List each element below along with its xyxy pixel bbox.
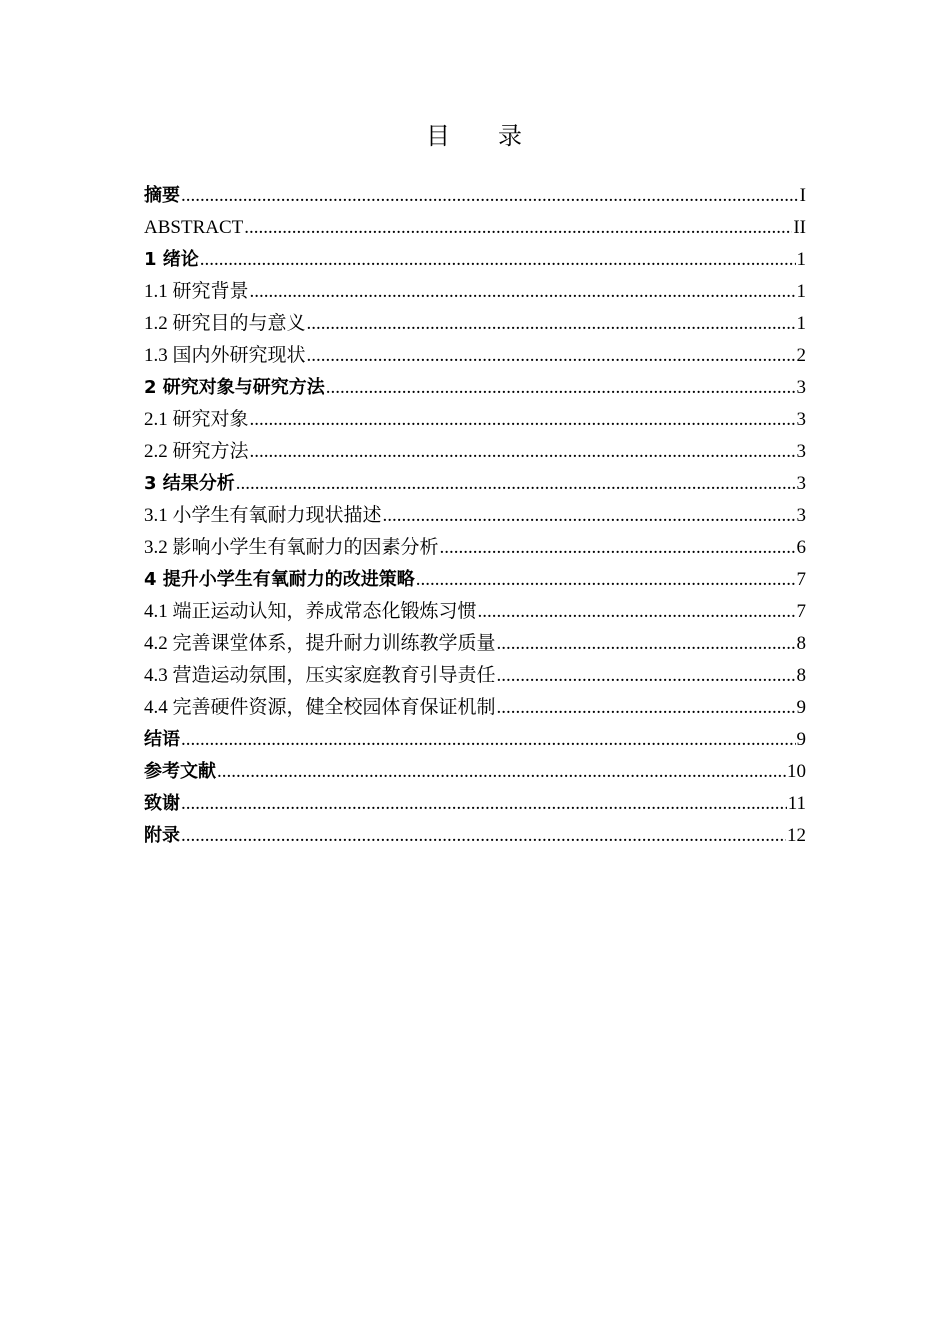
- toc-entry[interactable]: [144, 692, 806, 724]
- toc-entry-label: 4.3 营造运动氛围，压实家庭教育引导责任: [144, 665, 496, 686]
- toc-entry-page-number: 3: [796, 441, 806, 462]
- toc-entry-leader: [497, 628, 796, 660]
- toc-entry[interactable]: [144, 340, 806, 372]
- toc-entry-page-number: 9: [796, 697, 806, 718]
- toc-entry-leader: [383, 500, 796, 532]
- toc-entry[interactable]: [144, 788, 806, 820]
- toc-entry-label: 摘要: [144, 185, 180, 206]
- toc-entry-page-number: 7: [796, 569, 806, 590]
- toc-entry-leader: [236, 468, 796, 500]
- toc-entry-page-number: 2: [796, 345, 806, 366]
- toc-entry[interactable]: [144, 180, 806, 212]
- toc-entry[interactable]: [144, 212, 806, 244]
- toc-entry-page-number: 1: [796, 281, 806, 302]
- toc-entry[interactable]: [144, 276, 806, 308]
- toc-entry-label: 3.2 影响小学生有氧耐力的因素分析: [144, 537, 439, 558]
- toc-entry[interactable]: [144, 532, 806, 564]
- toc-entry[interactable]: [144, 820, 806, 852]
- toc-entry-label: 致谢: [144, 793, 180, 814]
- toc-entry-leader: [250, 404, 796, 436]
- toc-entry-page-number: 1: [796, 313, 806, 334]
- toc-entry-label: 2.2 研究方法: [144, 441, 249, 462]
- toc-entry[interactable]: [144, 244, 806, 276]
- toc-entry-label: ABSTRACT: [144, 217, 244, 238]
- toc-entry-page-number: 6: [796, 537, 806, 558]
- toc-entry-leader: [307, 340, 796, 372]
- toc-list: [144, 180, 806, 852]
- toc-entry-page-number: 7: [796, 601, 806, 622]
- toc-entry-label: 结语: [144, 729, 180, 750]
- toc-entry-leader: [200, 244, 796, 276]
- toc-entry-label: 2.1 研究对象: [144, 409, 249, 430]
- toc-entry-leader: [181, 820, 786, 852]
- toc-entry-leader: [478, 596, 796, 628]
- toc-entry[interactable]: [144, 660, 806, 692]
- toc-entry[interactable]: [144, 724, 806, 756]
- toc-entry-leader: [217, 756, 786, 788]
- toc-entry[interactable]: [144, 404, 806, 436]
- toc-entry-label: 2 研究对象与研究方法: [144, 377, 325, 398]
- toc-entry-label: 4.2 完善课堂体系，提升耐力训练教学质量: [144, 633, 496, 654]
- toc-entry[interactable]: [144, 468, 806, 500]
- toc-entry-leader: [307, 308, 796, 340]
- toc-entry[interactable]: [144, 308, 806, 340]
- toc-entry-page-number: 8: [796, 633, 806, 654]
- toc-entry-page-number: 12: [787, 825, 806, 846]
- toc-entry-page-number: 3: [796, 377, 806, 398]
- toc-entry-leader: [440, 532, 796, 564]
- toc-entry-page-number: II: [793, 217, 806, 238]
- toc-title: [0, 116, 950, 151]
- toc-entry-page-number: 9: [796, 729, 806, 750]
- toc-entry-label: 1.3 国内外研究现状: [144, 345, 306, 366]
- toc-entry-leader: [250, 436, 796, 468]
- toc-title-right: 录: [498, 122, 524, 150]
- toc-entry[interactable]: [144, 436, 806, 468]
- toc-entry-leader: [181, 180, 799, 212]
- toc-entry-leader: [326, 372, 796, 404]
- toc-entry-label: 4.4 完善硬件资源，健全校园体育保证机制: [144, 697, 496, 718]
- toc-entry-label: 4 提升小学生有氧耐力的改进策略: [144, 569, 415, 590]
- toc-entry-page-number: 3: [796, 473, 806, 494]
- toc-entry-label: 3 结果分析: [144, 473, 235, 494]
- toc-entry-label: 附录: [144, 825, 180, 846]
- toc-entry[interactable]: [144, 628, 806, 660]
- toc-entry[interactable]: [144, 372, 806, 404]
- toc-entry[interactable]: [144, 564, 806, 596]
- toc-entry-leader: [416, 564, 796, 596]
- toc-entry-page-number: 3: [796, 505, 806, 526]
- toc-entry-label: 1.2 研究目的与意义: [144, 313, 306, 334]
- toc-entry-leader: [181, 788, 787, 820]
- toc-entry-page-number: 1: [796, 249, 806, 270]
- toc-entry-leader: [250, 276, 796, 308]
- toc-title-left: 目: [426, 122, 452, 150]
- toc-entry-label: 参考文献: [144, 761, 216, 782]
- toc-entry-leader: [497, 692, 796, 724]
- toc-entry[interactable]: [144, 596, 806, 628]
- toc-entry-leader: [181, 724, 796, 756]
- toc-entry-label: 1 绪论: [144, 249, 199, 270]
- toc-entry-page-number: 10: [787, 761, 806, 782]
- toc-entry-label: 4.1 端正运动认知，养成常态化锻炼习惯: [144, 601, 477, 622]
- toc-entry-leader: [244, 212, 792, 244]
- toc-entry[interactable]: [144, 756, 806, 788]
- toc-entry-leader: [497, 660, 796, 692]
- toc-entry-page-number: 11: [787, 793, 806, 814]
- toc-entry-page-number: 3: [796, 409, 806, 430]
- toc-entry-label: 1.1 研究背景: [144, 281, 249, 302]
- toc-entry-page-number: 8: [796, 665, 806, 686]
- toc-entry-page-number: I: [799, 185, 806, 206]
- toc-entry[interactable]: [144, 500, 806, 532]
- toc-entry-label: 3.1 小学生有氧耐力现状描述: [144, 505, 382, 526]
